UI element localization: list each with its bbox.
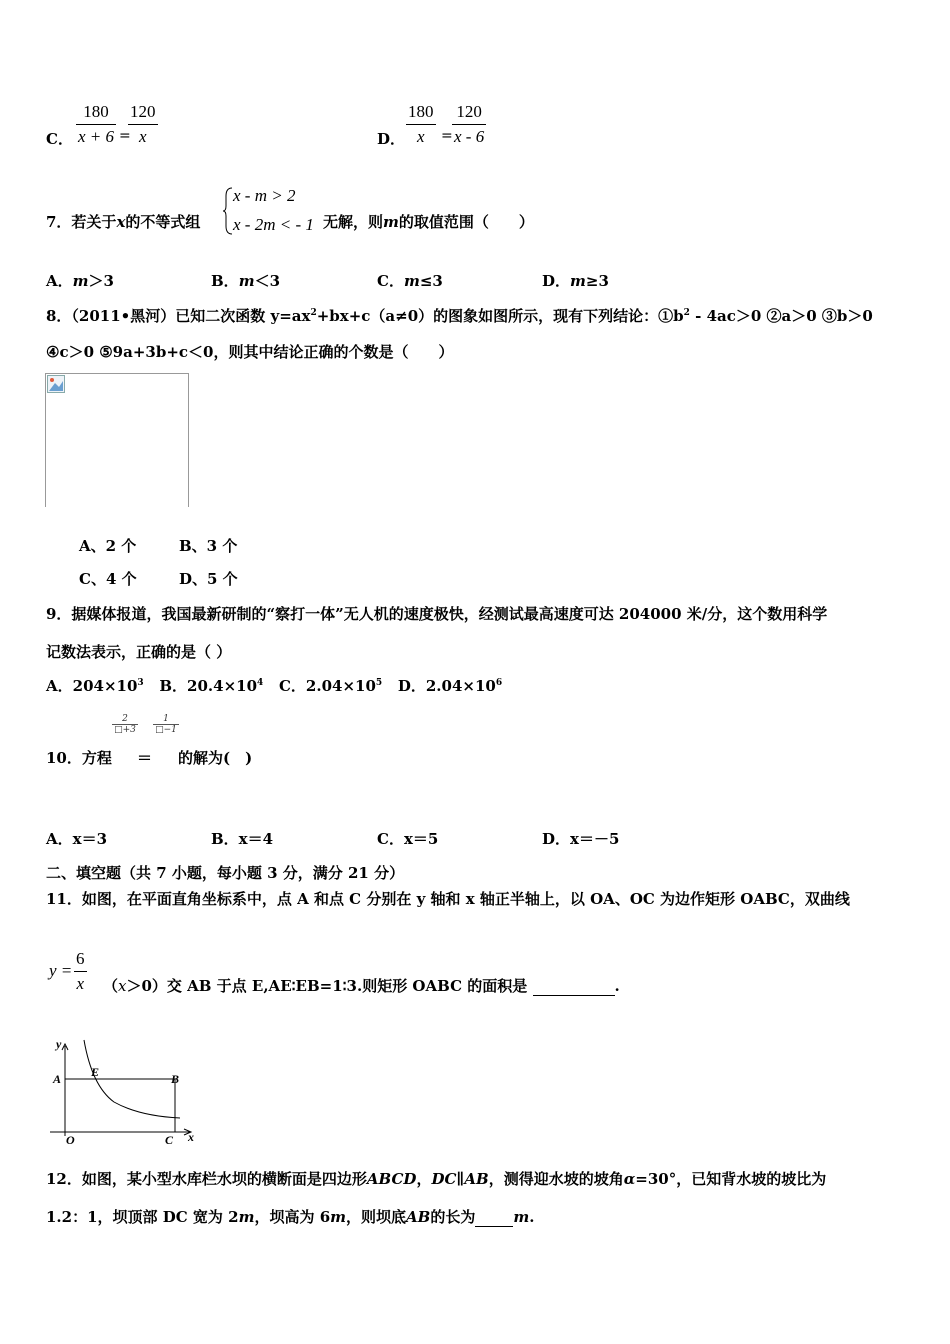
q10-option-a: A．x＝3	[46, 830, 108, 848]
q6-c-rhs-fraction: $\frac{120}{x}$	[130, 102, 156, 146]
q10-option-d: D．x＝－5	[542, 830, 620, 848]
q6-d-equals: =	[441, 128, 453, 144]
broken-image-icon	[47, 375, 65, 393]
q10-fraction-2: 1 □−1	[153, 714, 179, 735]
q11-stem-line-1: 11．如图，在平面直角坐标系中，点 A 和点 C 分别在 y 轴和 x 轴正半轴上，以 OA、OC 为边作矩形 OABC，双曲线	[46, 890, 850, 908]
q7-option-a: A．m＞3	[46, 272, 114, 290]
q11-y-equals: y =	[49, 961, 73, 980]
q11-label-a: A	[53, 1072, 62, 1086]
q7-stem-end: 无解，则m的取值范围（ ）	[323, 213, 534, 231]
q6-d-rhs-fraction: $\frac{120}{x - 6}$	[454, 102, 485, 146]
section-2-heading: 二、填空题（共 7 小题，每小题 3 分，满分 21 分）	[46, 864, 405, 882]
q8-stem-line-1: 8．（2011•黑河）已知二次函数 $y=ax^2+bx+c(a\ne 0)$的图象如图所示，现有下列结论：$①b^2 - 4ac>0$ ②a＞0 ③b＞0	[46, 307, 873, 325]
q10-option-b: B．x＝4	[211, 830, 274, 848]
q11-coordinate-figure	[44, 1036, 204, 1148]
q8-option-a: A、2 个	[79, 537, 137, 555]
q7-option-c: C．m≤3	[377, 272, 443, 290]
q10-stem-suffix: 的解为( )	[178, 749, 253, 767]
q6-c-lhs-fraction: $\frac{180}{x + 6}$	[78, 102, 115, 146]
q6-c-equals: =	[119, 128, 131, 144]
q12-stem-line-2: 1.2：1，坝顶部 DC 宽为 2m，坝高为 6m，则坝底AB的长为 m.	[46, 1208, 535, 1226]
q9-option-b: B．$20.4\times 10^4$	[159, 677, 264, 695]
q11-label-o: O	[66, 1133, 75, 1147]
q10-option-c: C．x＝5	[377, 830, 439, 848]
q7-stem: 7．若关于x的不等式组	[46, 213, 201, 231]
q8-option-c: C、4 个	[79, 570, 137, 588]
q11-label-c: C	[165, 1133, 174, 1147]
q11-stem-line-2: （x＞0）交 AB 于点 E,AE∶EB=1∶3.则矩形 OABC 的面积是 .	[103, 977, 620, 995]
q9-option-a: A．$204\times 10^3$	[46, 677, 144, 695]
q11-label-x: x	[188, 1130, 194, 1144]
q7-inequality-2: x - 2m < - 1	[233, 215, 314, 234]
q9-stem-line-1: 9．据媒体报道，我国最新研制的“察打一体”无人机的速度极快，经测试最高速度可达 204000 米/分，这个数用科学	[46, 605, 828, 623]
q9-stem-line-2: 记数法表示，正确的是（ ）	[46, 643, 232, 661]
q8-option-b: B、3 个	[179, 537, 238, 555]
q11-label-e: E	[91, 1065, 100, 1079]
q6-d-lhs-fraction: $\frac{180}{x}$	[408, 102, 434, 146]
q8-graph-image-placeholder	[45, 373, 189, 507]
q9-option-d: D．$2.04\times 10^6$	[397, 677, 503, 695]
q8-stem-line-2: ④c＞0 ⑤9a+3b+c＜0，则其中结论正确的个数是（ ）	[46, 343, 454, 361]
q11-label-b: B	[171, 1072, 180, 1086]
q10-fraction-1: 2 □+3	[112, 714, 138, 735]
q10-equals: ＝	[137, 749, 153, 767]
q11-label-y: y	[56, 1037, 62, 1051]
q11-hyperbola-fraction: $\frac{6}{x}$	[76, 949, 85, 993]
q12-stem-line-1: 12．如图，某小型水库栏水坝的横断面是四边形ABCD，DC∥AB，测得迎水坡的坡角α=30°，已知背水坡的坡比为	[46, 1170, 827, 1188]
q9-options	[46, 675, 502, 696]
q6-option-c-label: C．	[46, 130, 73, 148]
q7-inequality-1: x - m > 2	[233, 186, 296, 205]
q7-option-d: D．m≥3	[542, 272, 609, 290]
q7-option-b: B．m＜3	[211, 272, 280, 290]
q8-option-d: D、5 个	[179, 570, 238, 588]
q9-option-c: C．$2.04\times 10^5$	[278, 677, 383, 695]
q11-answer-blank[interactable]	[533, 977, 615, 996]
q6-option-d-label: D．	[377, 130, 406, 148]
q12-answer-blank[interactable]	[475, 1208, 513, 1227]
q10-stem-prefix: 10．方程	[46, 749, 112, 767]
